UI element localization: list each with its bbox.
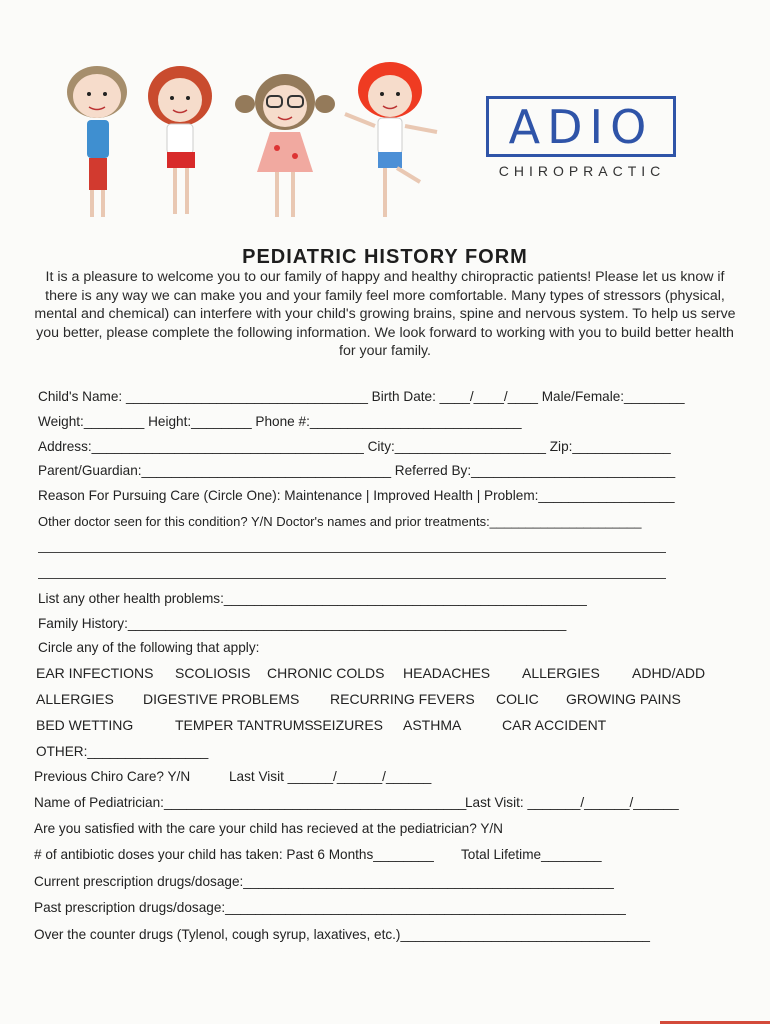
- condition-seizures[interactable]: SEIZURES: [313, 717, 384, 733]
- other-health-problems-line[interactable]: List any other health problems:________________________________________________: [38, 591, 587, 606]
- other-doctor-line[interactable]: Other doctor seen for this condition? Y/N Doctor's names and prior treatments:_____________________: [38, 514, 642, 529]
- form-title: PEDIATRIC HISTORY FORM: [242, 246, 528, 268]
- blank-answer-line-1[interactable]: [38, 552, 666, 553]
- circle-instructions: Circle any of the following that apply:: [38, 640, 260, 655]
- logo-subtitle: CHIROPRACTIC: [498, 163, 666, 179]
- child-4: [345, 62, 437, 217]
- pediatrician-satisfaction-question[interactable]: Are you satisfied with the care your child has recieved at the pediatrician? Y/N: [34, 821, 503, 836]
- previous-chiro-care[interactable]: Previous Chiro Care? Y/N: [34, 769, 191, 784]
- past-prescription-line[interactable]: Past prescription drugs/dosage:_____________________________________________________: [34, 900, 626, 915]
- antibiotic-total-lifetime-line[interactable]: Total Lifetime________: [461, 847, 602, 862]
- pediatrician-name-line[interactable]: Name of Pediatrician:________________________________________: [34, 795, 467, 810]
- antibiotic-doses-line[interactable]: # of antibiotic doses your child has taken: Past 6 Months________: [34, 847, 434, 862]
- condition-ear-infections[interactable]: EAR INFECTIONS: [36, 665, 154, 681]
- pediatrician-last-visit-line[interactable]: Last Visit: _______/______/______: [465, 795, 679, 810]
- condition-chronic-colds[interactable]: CHRONIC COLDS: [267, 665, 385, 681]
- condition-headaches[interactable]: HEADACHES: [403, 665, 491, 681]
- parent-referred-line[interactable]: Parent/Guardian:_________________________________ Referred By:___________________________: [38, 463, 676, 478]
- current-prescription-line[interactable]: Current prescription drugs/dosage:_________________________________________________: [34, 874, 614, 889]
- otc-drugs-line[interactable]: Over the counter drugs (Tylenol, cough syrup, laxatives, etc.)_________________________________: [34, 927, 650, 942]
- condition-asthma[interactable]: ASTHMA: [403, 717, 462, 733]
- other-conditions-line[interactable]: OTHER:________________: [36, 744, 209, 759]
- family-history-line[interactable]: Family History:__________________________________________________________: [38, 616, 567, 631]
- condition-temper-tantrums[interactable]: TEMPER TANTRUMS: [175, 717, 314, 733]
- condition-car-accident[interactable]: CAR ACCIDENT: [502, 717, 607, 733]
- weight-height-phone-line[interactable]: Weight:________ Height:________ Phone #:____________________________: [38, 414, 522, 429]
- condition-growing-pains[interactable]: GROWING PAINS: [566, 691, 681, 707]
- form-intro: It is a pleasure to welcome you to our family of happy and healthy chiropractic patients! Please let us know if there is any way we can make you and your family feel more comfortable. Many types of stressors (physical, mental and chemical) can interfere with your child's growing brains, spine and nervous system. To help us serve you better, please complete the following information. We look forward to working with you to build better health for your family.: [34, 269, 736, 359]
- four-children-illustration: [45, 52, 445, 230]
- childs-name-line[interactable]: Child's Name: ________________________________ Birth Date: ____/____/____ Male/Female:________: [38, 389, 685, 404]
- address-city-zip-line[interactable]: Address:____________________________________ City:____________________ Zip:_____________: [38, 439, 671, 454]
- child-1: [67, 66, 127, 217]
- condition-allergies[interactable]: ALLERGIES: [522, 665, 600, 681]
- condition-digestive-problems[interactable]: DIGESTIVE PROBLEMS: [143, 691, 300, 707]
- condition-allergies-2[interactable]: ALLERGIES: [36, 691, 114, 707]
- reason-for-care-line[interactable]: Reason For Pursuing Care (Circle One): Maintenance | Improved Health | Problem:__________________: [38, 488, 675, 503]
- child-2: [148, 66, 212, 214]
- chiro-last-visit-line[interactable]: Last Visit ______/______/______: [229, 769, 432, 784]
- adio-logo: [486, 96, 676, 157]
- condition-bed-wetting[interactable]: BED WETTING: [36, 717, 134, 733]
- child-3: [235, 74, 335, 217]
- condition-adhd-add[interactable]: ADHD/ADD: [632, 665, 706, 681]
- blank-answer-line-2[interactable]: [38, 578, 666, 579]
- condition-colic[interactable]: COLIC: [496, 691, 539, 707]
- logo-name: ADIO: [508, 99, 654, 154]
- condition-recurring-fevers[interactable]: RECURRING FEVERS: [330, 691, 475, 707]
- condition-scoliosis[interactable]: SCOLIOSIS: [175, 665, 251, 681]
